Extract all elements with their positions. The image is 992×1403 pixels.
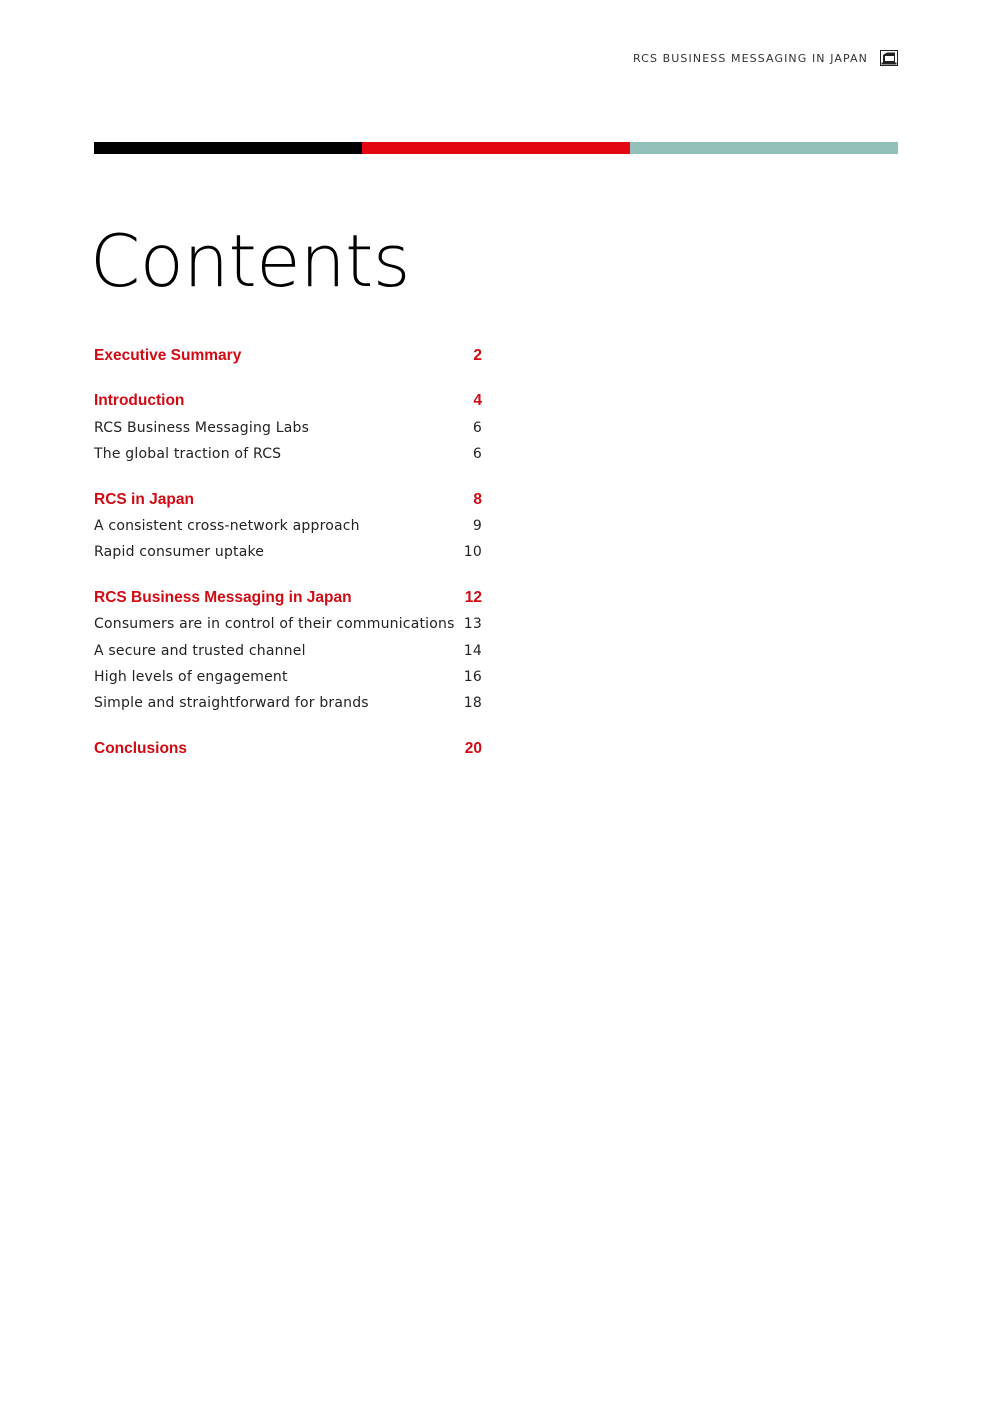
toc-entry-title: Consumers are in control of their communications: [94, 616, 455, 633]
home-icon[interactable]: [880, 50, 898, 66]
toc-section: [94, 487, 482, 566]
toc-entry[interactable]: [94, 611, 482, 637]
toc-section-title: Executive Summary: [94, 347, 242, 364]
toc-entry[interactable]: [94, 638, 482, 664]
toc-entry[interactable]: [94, 539, 482, 565]
toc-section: [94, 343, 482, 369]
toc-section-heading[interactable]: [94, 487, 482, 513]
toc-section-heading[interactable]: [94, 388, 482, 414]
color-bar-segment-black: [94, 142, 362, 154]
toc-section-heading[interactable]: [94, 585, 482, 611]
toc-entry-title: The global traction of RCS: [94, 446, 282, 463]
toc-entry-page: 6: [472, 419, 482, 436]
running-title: RCS BUSINESS MESSAGING IN JAPAN: [632, 51, 868, 65]
color-bar: [94, 142, 898, 154]
toc-entry[interactable]: [94, 513, 482, 539]
table-of-contents: [94, 343, 482, 781]
toc-entry-title: RCS Business Messaging Labs: [94, 419, 310, 436]
color-bar-segment-red: [362, 142, 630, 154]
color-bar-segment-teal: [630, 142, 898, 154]
toc-section-page: 4: [473, 392, 482, 410]
toc-section-title: Introduction: [94, 392, 185, 410]
toc-entry-title: A secure and trusted channel: [94, 642, 306, 659]
toc-entry[interactable]: [94, 690, 482, 716]
toc-entry-page: 6: [472, 446, 482, 463]
toc-entry-title: Simple and straightforward for brands: [94, 695, 369, 712]
toc-entry-page: 9: [472, 517, 482, 534]
toc-entry-title: A consistent cross-network approach: [94, 517, 360, 534]
toc-section-title: RCS in Japan: [94, 490, 194, 508]
toc-section-heading[interactable]: [94, 736, 482, 762]
toc-section-title: Conclusions: [94, 739, 188, 757]
toc-section-title: RCS Business Messaging in Japan: [94, 588, 352, 606]
toc-section-heading[interactable]: [94, 343, 482, 369]
toc-section-page: 8: [473, 490, 482, 508]
toc-entry[interactable]: [94, 441, 482, 467]
toc-entry-page: 13: [463, 616, 482, 633]
toc-section-page: 20: [464, 739, 482, 757]
toc-section-page: 2: [473, 347, 482, 364]
toc-entry[interactable]: [94, 415, 482, 441]
toc-section: [94, 736, 482, 762]
toc-entry-title: High levels of engagement: [94, 668, 288, 685]
toc-section-page: 12: [464, 588, 482, 606]
toc-entry-page: 16: [463, 668, 482, 685]
toc-entry-page: 18: [463, 695, 482, 712]
toc-section: [94, 585, 482, 717]
toc-entry-page: 14: [463, 642, 482, 659]
toc-section: [94, 388, 482, 467]
toc-entry-title: Rapid consumer uptake: [94, 544, 265, 561]
page-title: Contents: [90, 219, 410, 303]
running-header: [633, 50, 898, 66]
toc-entry[interactable]: [94, 664, 482, 690]
toc-entry-page: 10: [463, 544, 482, 561]
